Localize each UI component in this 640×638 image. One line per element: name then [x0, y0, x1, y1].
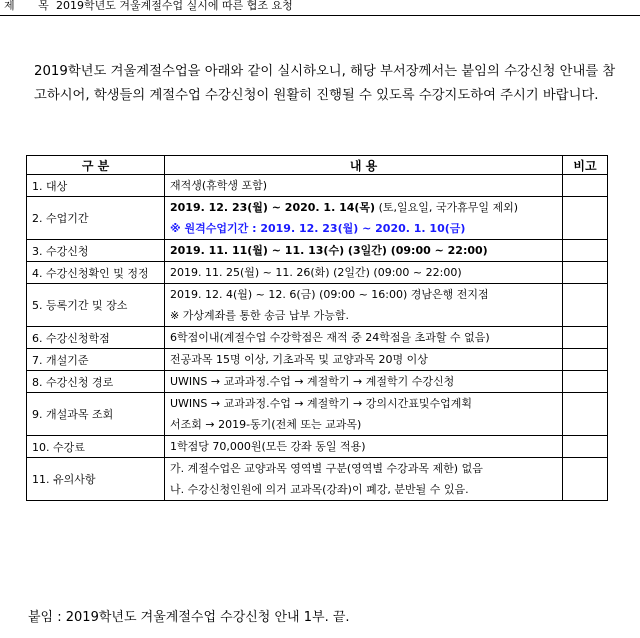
row-note	[563, 175, 608, 197]
content-line	[170, 197, 557, 218]
row-content	[165, 240, 563, 262]
content-line	[170, 436, 557, 457]
row-note	[563, 349, 608, 371]
table-row	[27, 262, 608, 284]
content-line	[170, 262, 557, 283]
content-text: 서조회 → 2019-동기(전체 또는 교과목)	[170, 418, 362, 431]
content-text: ※ 가상계좌를 통한 송금 납부 가능함.	[170, 309, 349, 322]
content-line	[170, 393, 557, 414]
content-line	[170, 349, 557, 370]
row-content	[165, 197, 563, 240]
row-note	[563, 284, 608, 327]
content-text: 나. 수강신청인원에 의거 교과목(강좌)이 폐강, 분반될 수 있음.	[170, 483, 469, 496]
content-line	[170, 479, 557, 500]
content-suffix: (토,일요일, 국가휴무일 제외)	[375, 201, 519, 214]
row-label: 4. 수강신청확인 및 정정	[27, 262, 165, 284]
content-line	[170, 175, 557, 196]
row-note	[563, 393, 608, 436]
header-note: 비고	[563, 156, 608, 175]
row-content	[165, 371, 563, 393]
table-header-row	[27, 156, 608, 175]
content-line	[170, 284, 557, 305]
row-content	[165, 175, 563, 197]
row-label: 7. 개설기준	[27, 349, 165, 371]
row-note	[563, 436, 608, 458]
content-text: 가. 계절수업은 교양과목 영역별 구분(영역별 수강과목 제한) 없음	[170, 462, 483, 475]
row-label: 8. 수강신청 경로	[27, 371, 165, 393]
row-content	[165, 284, 563, 327]
row-label: 6. 수강신청학점	[27, 327, 165, 349]
table-row	[27, 371, 608, 393]
row-label: 1. 대상	[27, 175, 165, 197]
content-line	[170, 458, 557, 479]
table-row	[27, 175, 608, 197]
intro-paragraph: 2019학년도 겨울계절수업을 아래와 같이 실시하오니, 해당 부서장께서는 붙임의 수강신청 안내를 참고하시어, 학생들의 계절수업 수강신청이 원활히 진행될 수 있도록 수강지도하여 주시기 바랍니다.	[34, 64, 616, 103]
row-note	[563, 371, 608, 393]
content-line	[170, 240, 557, 261]
row-note	[563, 262, 608, 284]
info-table	[26, 155, 608, 501]
row-note	[563, 327, 608, 349]
content-text: UWINS → 교과과정.수업 → 계절학기 → 계절학기 수강신청	[170, 375, 455, 388]
row-label: 11. 유의사항	[27, 458, 165, 501]
content-text: 2019. 11. 25(월) ~ 11. 26(화) (2일간) (09:00 ~ 22:00)	[170, 266, 462, 279]
header-content: 내 용	[165, 156, 563, 175]
content-line	[170, 327, 557, 348]
subject-line	[0, 0, 640, 16]
row-content	[165, 262, 563, 284]
row-label: 3. 수강신청	[27, 240, 165, 262]
content-line	[170, 414, 557, 435]
content-line	[170, 218, 557, 239]
table-row	[27, 197, 608, 240]
row-content	[165, 458, 563, 501]
row-content	[165, 436, 563, 458]
row-note	[563, 240, 608, 262]
table-row	[27, 436, 608, 458]
row-content	[165, 327, 563, 349]
row-label: 2. 수업기간	[27, 197, 165, 240]
content-text: 1학점당 70,000원(모든 강좌 동일 적용)	[170, 440, 366, 453]
row-content	[165, 349, 563, 371]
subject-text: 2019학년도 겨울계절수업 실시에 따른 협조 요청	[56, 0, 293, 12]
content-text: 2019. 12. 4(월) ~ 12. 6(금) (09:00 ~ 16:00) 경남은행 전지점	[170, 288, 489, 301]
row-note	[563, 458, 608, 501]
table-row	[27, 284, 608, 327]
subject-label: 제 목	[4, 0, 59, 12]
content-text: 6학점이내(계절수업 수강학점은 재적 중 24학점을 초과할 수 없음)	[170, 331, 490, 344]
content-text: 전공과목 15명 이상, 기초과목 및 교양과목 20명 이상	[170, 353, 428, 366]
table-row	[27, 458, 608, 501]
content-text: 재적생(휴학생 포함)	[170, 179, 268, 192]
header-category: 구 분	[27, 156, 165, 175]
table-row	[27, 240, 608, 262]
row-content	[165, 393, 563, 436]
content-text: UWINS → 교과과정.수업 → 계절학기 → 강의시간표및수업계획	[170, 397, 473, 410]
table-row	[27, 327, 608, 349]
table-row	[27, 349, 608, 371]
content-line	[170, 371, 557, 392]
row-label: 5. 등록기간 및 장소	[27, 284, 165, 327]
table-row	[27, 393, 608, 436]
content-text: ※ 원격수업기간 : 2019. 12. 23(월) ~ 2020. 1. 10(금)	[170, 222, 466, 235]
content-line	[170, 305, 557, 326]
content-text: 2019. 11. 11(월) ~ 11. 13(수) (3일간) (09:00 ~ 22:00)	[170, 244, 488, 257]
row-label: 9. 개설과목 조회	[27, 393, 165, 436]
attachment-note: 붙임 : 2019학년도 겨울계절수업 수강신청 안내 1부. 끝.	[28, 610, 350, 625]
row-label: 10. 수강료	[27, 436, 165, 458]
row-note	[563, 197, 608, 240]
content-text: 2019. 12. 23(월) ~ 2020. 1. 14(목)	[170, 201, 376, 214]
